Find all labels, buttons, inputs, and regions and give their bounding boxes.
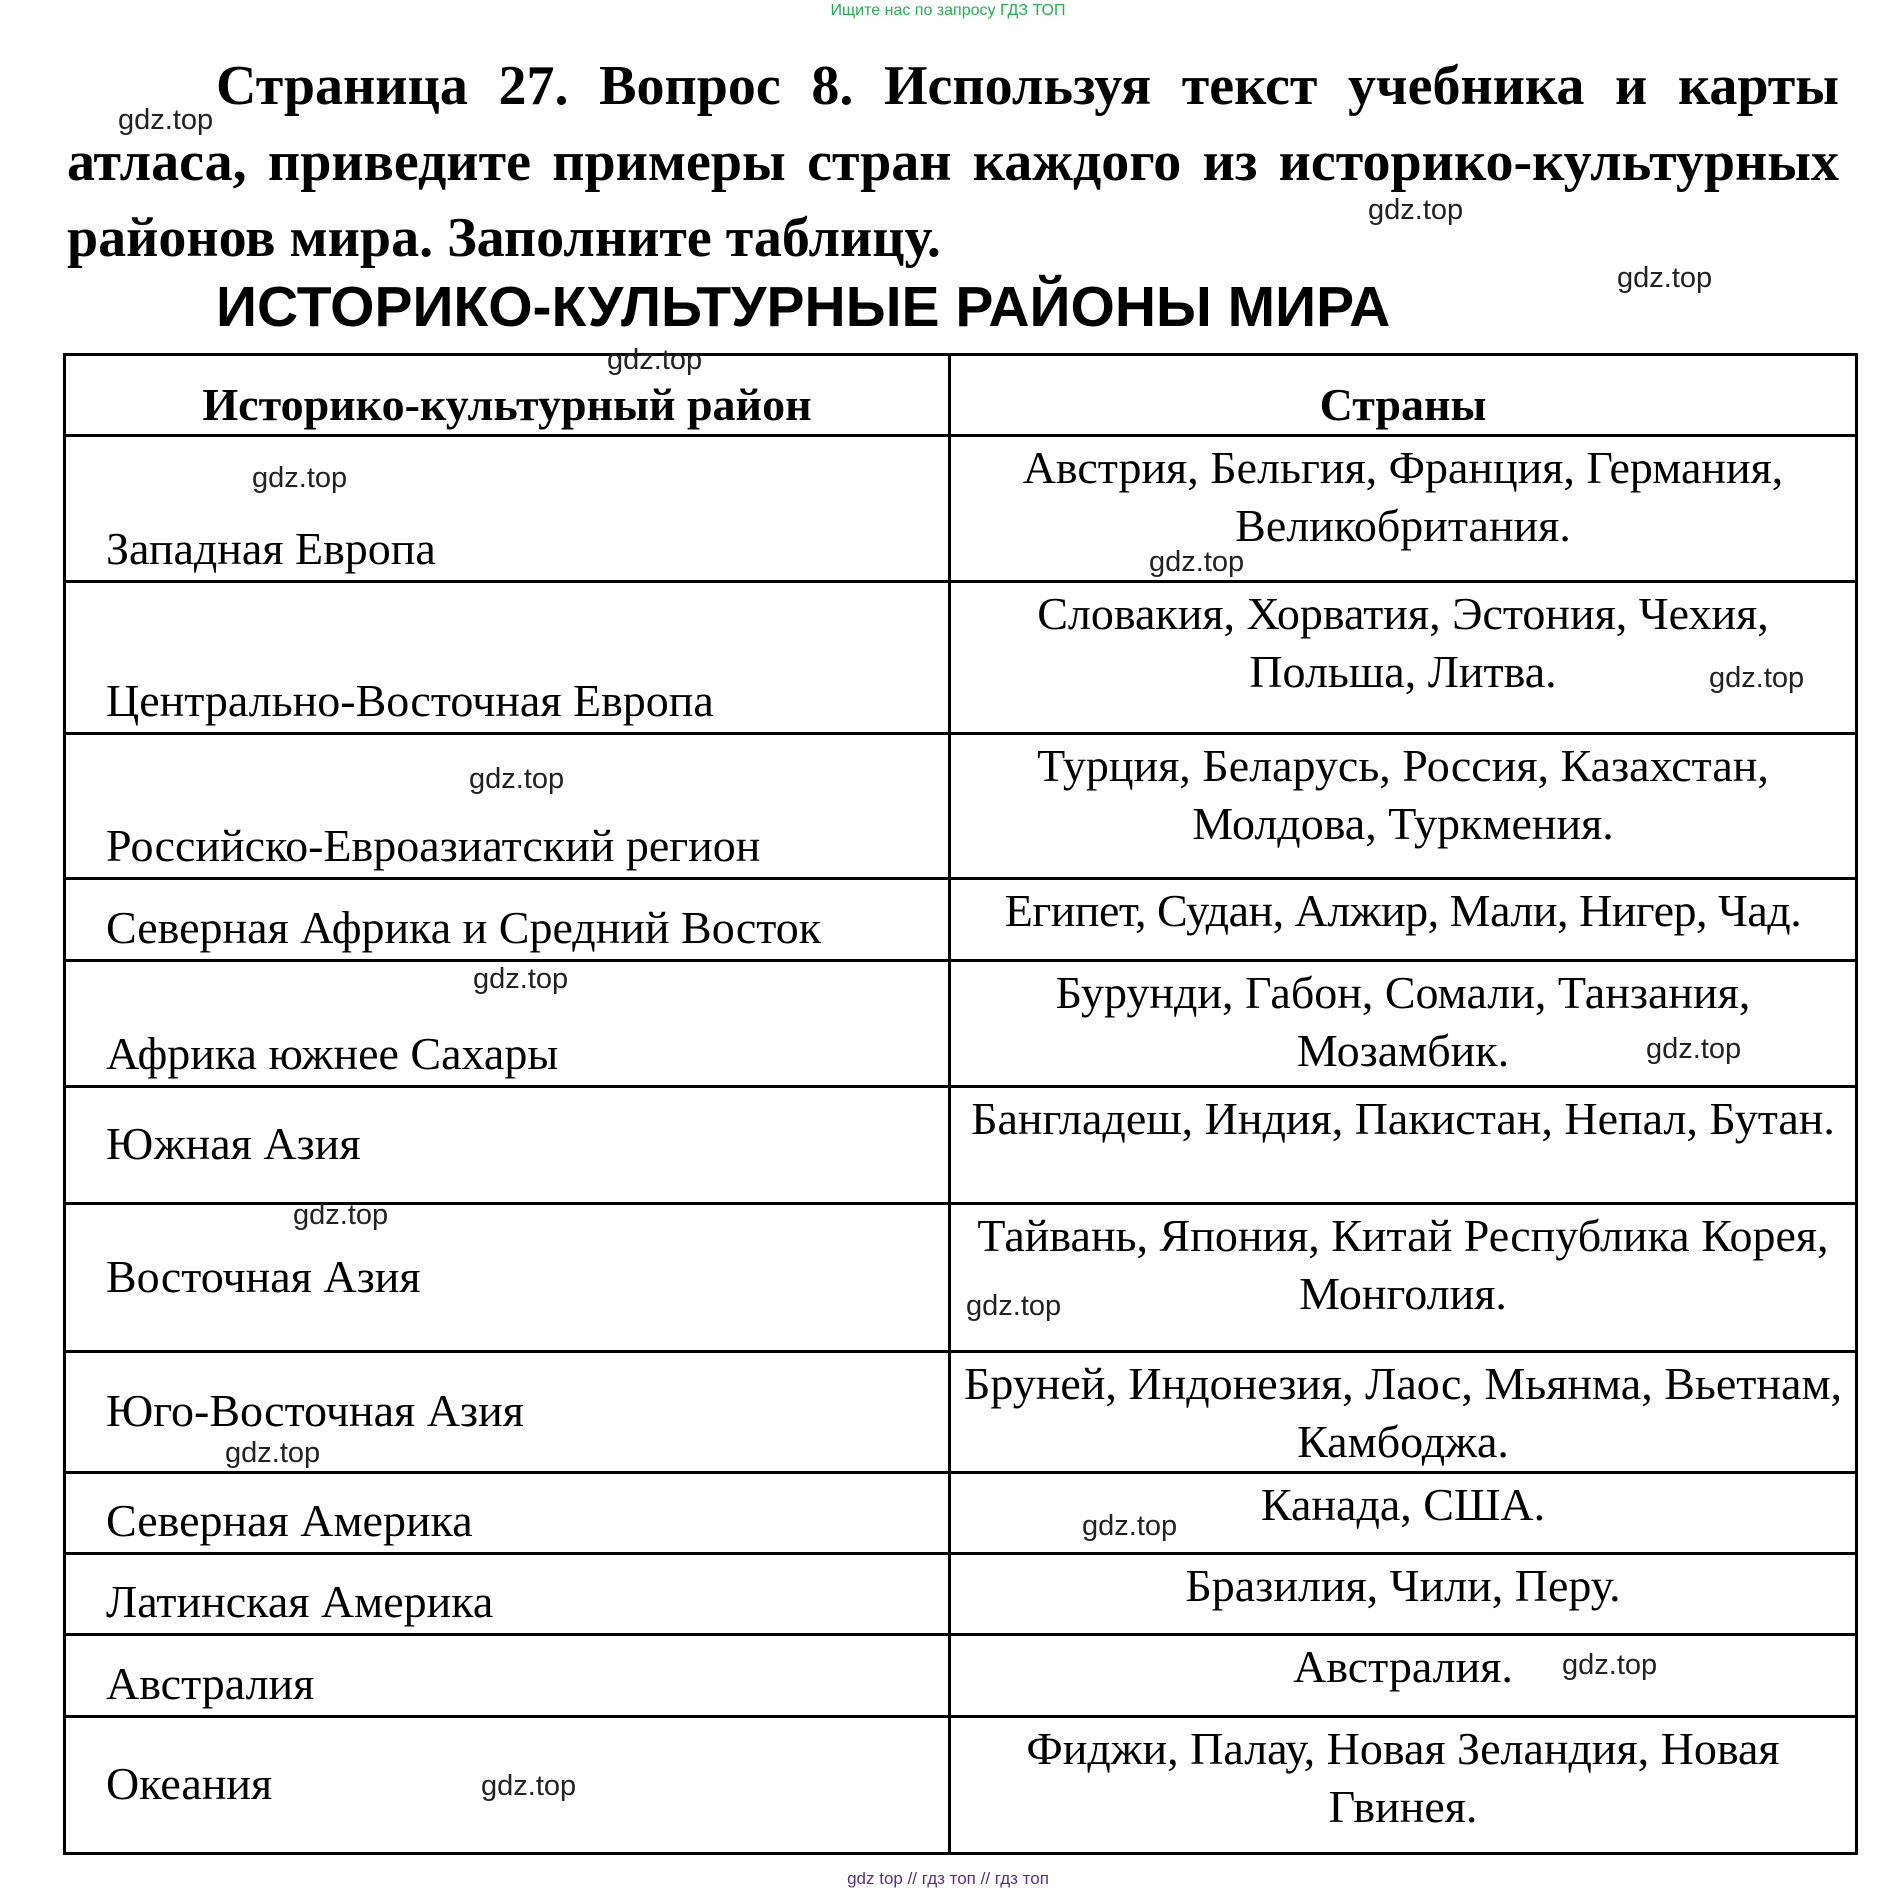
table-row	[65, 961, 1857, 1087]
watermark: gdz.top	[966, 1290, 1062, 1322]
table-row	[65, 1473, 1857, 1554]
watermark: gdz.top	[1709, 662, 1805, 694]
footer-links: gdz top // гдз топ // гдз топ	[847, 1869, 1049, 1888]
search-banner: Ищите нас по запросу ГДЗ ТОП	[830, 2, 1066, 19]
table-row	[65, 1554, 1857, 1635]
region-cell: Африка южнее Сахары	[65, 961, 950, 1087]
countries-cell: Австрия, Бельгия, Франция, Германия, Великобритания.	[950, 436, 1857, 582]
countries-cell: Турция, Беларусь, Россия, Казахстан, Молдова, Туркмения.	[950, 734, 1857, 879]
watermark: gdz.top	[1368, 194, 1464, 226]
countries-cell: Тайвань, Япония, Китай Республика Корея, Монголия.	[950, 1204, 1857, 1352]
watermark: gdz.top	[1617, 262, 1713, 294]
regions-table	[63, 353, 1858, 1855]
region-cell: Южная Азия	[65, 1087, 950, 1204]
table-title: ИСТОРИКО-КУЛЬТУРНЫЕ РАЙОНЫ МИРА	[216, 275, 1391, 339]
region-cell: Российско-Евроазиатский регион	[65, 734, 950, 879]
table-row	[65, 582, 1857, 734]
table-row	[65, 1717, 1857, 1854]
countries-cell: Бруней, Индонезия, Лаос, Мьянма, Вьетнам, Камбоджа.	[950, 1352, 1857, 1473]
countries-cell: Египет, Судан, Алжир, Мали, Нигер, Чад.	[950, 879, 1857, 961]
countries-cell: Бангладеш, Индия, Пакистан, Непал, Бутан.	[950, 1087, 1857, 1204]
watermark: gdz.top	[469, 763, 565, 795]
region-cell: Северная Америка	[65, 1473, 950, 1554]
table-header-row	[65, 355, 1857, 436]
watermark: gdz.top	[252, 462, 348, 494]
region-cell: Восточная Азия	[65, 1204, 950, 1352]
watermark: gdz.top	[225, 1437, 321, 1469]
region-cell: Западная Европа	[65, 436, 950, 582]
watermark: gdz.top	[1082, 1510, 1178, 1542]
watermark: gdz.top	[1562, 1649, 1658, 1681]
countries-cell: Словакия, Хорватия, Эстония, Чехия, Польша, Литва.	[950, 582, 1857, 734]
countries-cell: Бразилия, Чили, Перу.	[950, 1554, 1857, 1635]
table-row	[65, 1087, 1857, 1204]
watermark: gdz.top	[293, 1199, 389, 1231]
countries-cell: Канада, США.	[950, 1473, 1857, 1554]
watermark: gdz.top	[1149, 546, 1245, 578]
watermark: gdz.top	[118, 104, 214, 136]
header-region: Историко-культурный район	[65, 355, 950, 436]
countries-cell: Австралия.	[950, 1635, 1857, 1717]
watermark: gdz.top	[481, 1770, 577, 1802]
countries-cell: Фиджи, Палау, Новая Зеландия, Новая Гвинея.	[950, 1717, 1857, 1854]
region-cell: Латинская Америка	[65, 1554, 950, 1635]
countries-cell: Бурунди, Габон, Сомали, Танзания, Мозамбик.	[950, 961, 1857, 1087]
region-cell: Центрально-Восточная Европа	[65, 582, 950, 734]
watermark: gdz.top	[607, 344, 703, 376]
region-cell: Юго-Восточная Азия	[65, 1352, 950, 1473]
table-row	[65, 879, 1857, 961]
header-countries: Страны	[950, 355, 1857, 436]
region-cell: Австралия	[65, 1635, 950, 1717]
table-row	[65, 1352, 1857, 1473]
region-cell: Северная Африка и Средний Восток	[65, 879, 950, 961]
region-cell: Океания	[65, 1717, 950, 1854]
watermark: gdz.top	[473, 963, 569, 995]
table-row	[65, 436, 1857, 582]
table-row	[65, 734, 1857, 879]
watermark: gdz.top	[1646, 1033, 1742, 1065]
question-text: Страница 27. Вопрос 8. Используя текст учебника и карты атласа, приведите примеры стран каждого из историко-культурных районов мира. Заполните таблицу.	[67, 55, 1839, 269]
